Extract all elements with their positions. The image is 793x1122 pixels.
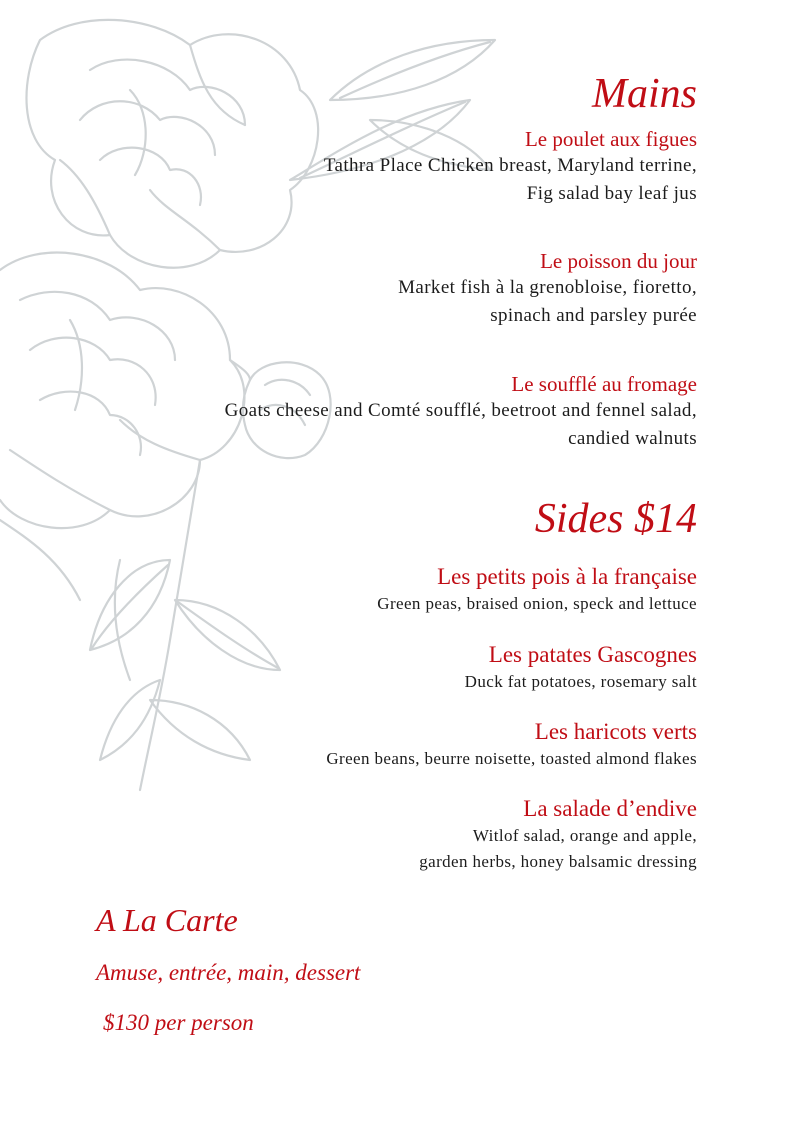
main-dish-2 bbox=[398, 248, 697, 330]
side-dish-4 bbox=[419, 795, 697, 875]
main-dish-1 bbox=[324, 126, 697, 208]
dish-description-line: candied walnuts bbox=[568, 428, 697, 449]
a-la-carte-price: $130 per person bbox=[103, 1010, 254, 1035]
side-dish-3 bbox=[326, 718, 697, 772]
dish-name: Les petits pois à la française bbox=[437, 564, 697, 589]
side-dish-2 bbox=[465, 641, 697, 695]
dish-description-line: garden herbs, honey balsamic dressing bbox=[419, 852, 697, 871]
sides-heading: Sides $14 bbox=[534, 496, 697, 542]
main-dish-3 bbox=[225, 371, 697, 453]
dish-name: Les haricots verts bbox=[534, 719, 697, 744]
dish-description-line: Green peas, braised onion, speck and lettuce bbox=[377, 594, 697, 613]
a-la-carte-title: A La Carte bbox=[96, 902, 238, 938]
dish-description-line: Fig salad bay leaf jus bbox=[526, 183, 697, 204]
dish-description-line: spinach and parsley purée bbox=[490, 305, 697, 326]
dish-name: Le poulet aux figues bbox=[524, 127, 697, 151]
dish-description-line: Witlof salad, orange and apple, bbox=[472, 826, 697, 845]
side-dish-1 bbox=[377, 563, 697, 617]
dish-name: Le soufflé au fromage bbox=[511, 372, 697, 396]
dish-description-line: Market fish à la grenobloise, fioretto, bbox=[398, 277, 697, 298]
dish-description-line: Goats cheese and Comté soufflé, beetroot and fennel salad, bbox=[224, 400, 697, 421]
dish-description-line: Duck fat potatoes, rosemary salt bbox=[464, 672, 697, 691]
dish-name: La salade d’endive bbox=[523, 796, 697, 821]
dish-description-line: Tathra Place Chicken breast, Maryland terrine, bbox=[323, 155, 697, 176]
mains-heading: Mains bbox=[592, 71, 697, 117]
a-la-carte-courses: Amuse, entrée, main, dessert bbox=[96, 960, 361, 985]
dish-name: Les patates Gascognes bbox=[488, 642, 697, 667]
dish-name: Le poisson du jour bbox=[540, 249, 697, 273]
dish-description-line: Green beans, beurre noisette, toasted almond flakes bbox=[326, 749, 697, 768]
